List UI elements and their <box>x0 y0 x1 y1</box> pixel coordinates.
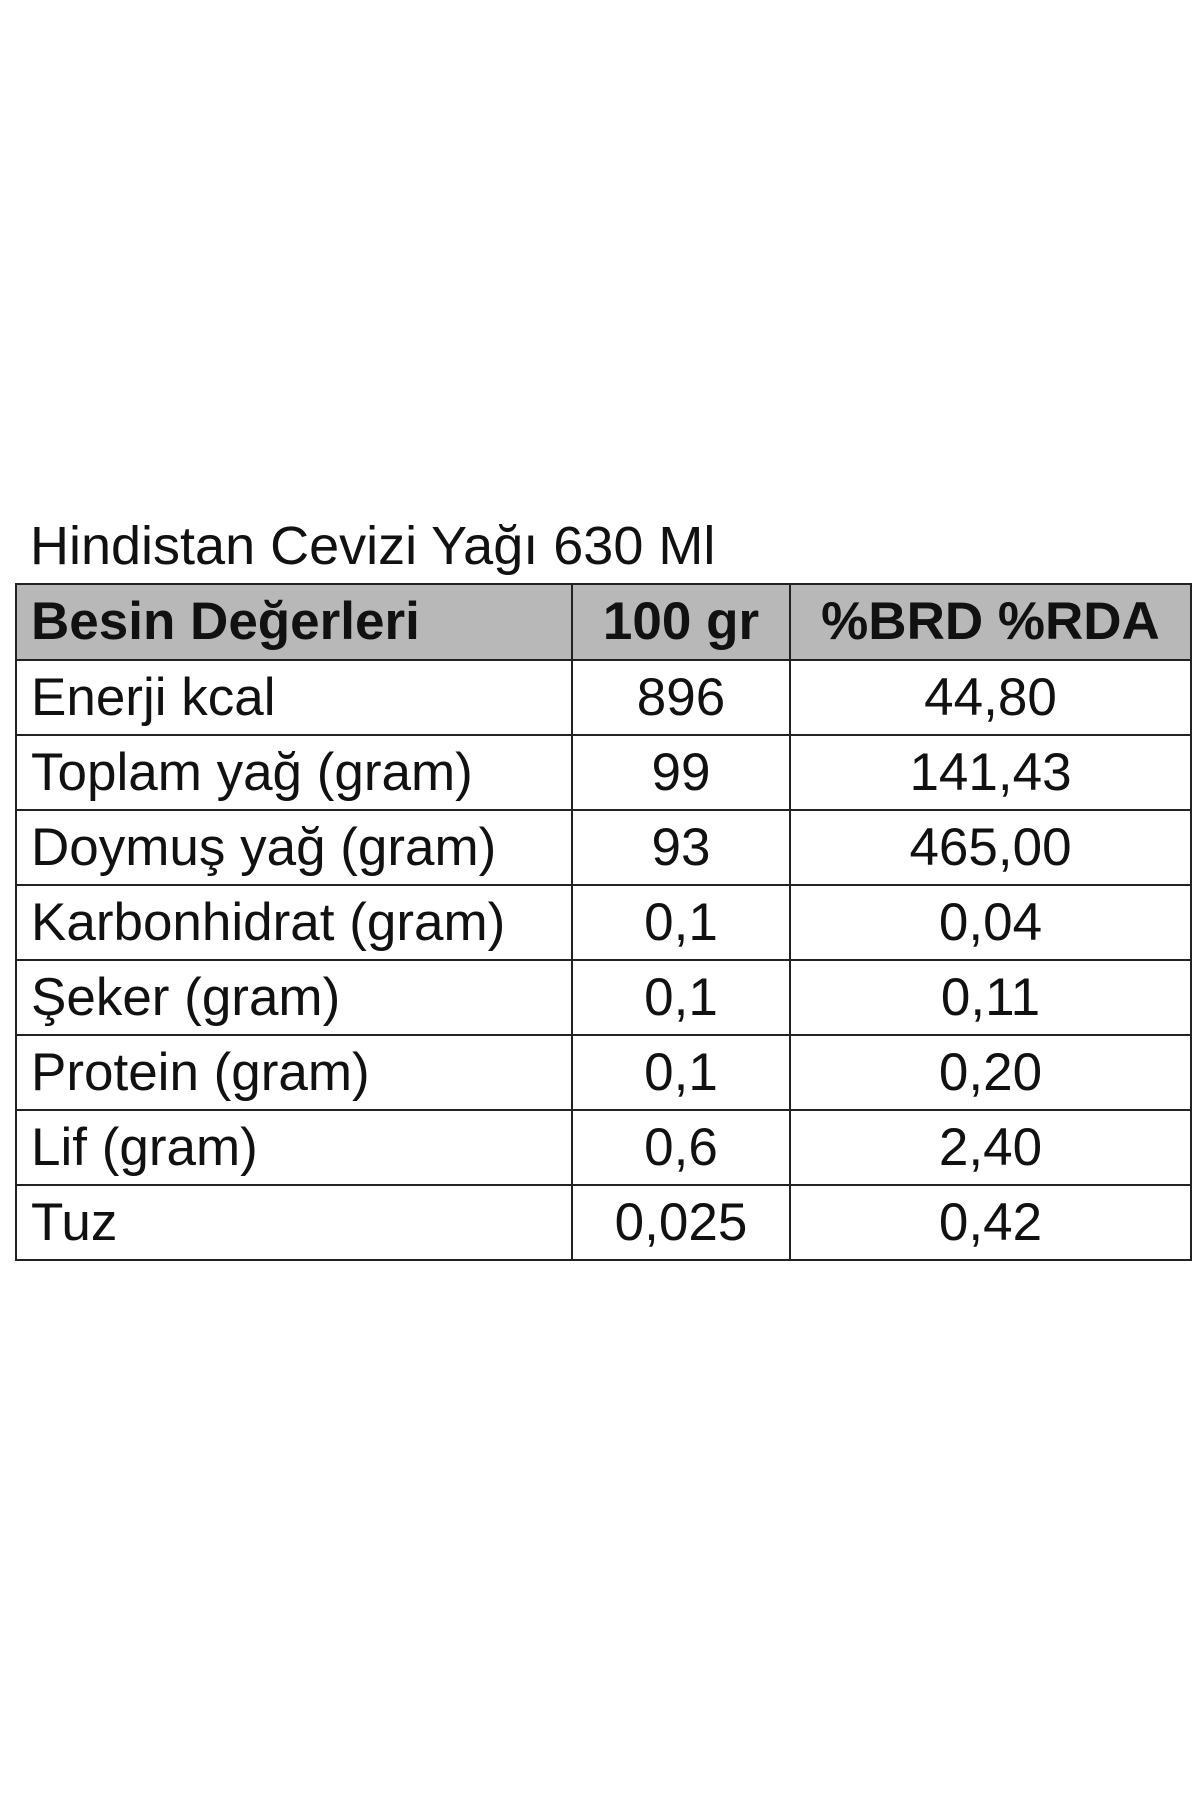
nutrient-rda: 0,42 <box>790 1185 1191 1260</box>
nutrient-per-100g: 896 <box>572 660 790 735</box>
nutrient-name: Lif (gram) <box>16 1110 572 1185</box>
nutrient-name: Doymuş yağ (gram) <box>16 810 572 885</box>
nutrient-per-100g: 0,6 <box>572 1110 790 1185</box>
table-row <box>16 885 1191 960</box>
header-rda: %BRD %RDA <box>790 584 1191 660</box>
nutrient-per-100g: 93 <box>572 810 790 885</box>
nutrient-rda: 465,00 <box>790 810 1191 885</box>
nutrient-name: Toplam yağ (gram) <box>16 735 572 810</box>
table-row <box>16 660 1191 735</box>
nutrient-rda: 0,04 <box>790 885 1191 960</box>
table-row <box>16 1185 1191 1260</box>
table-row <box>16 1110 1191 1185</box>
table-row <box>16 810 1191 885</box>
nutrient-per-100g: 99 <box>572 735 790 810</box>
nutrient-per-100g: 0,025 <box>572 1185 790 1260</box>
nutrient-per-100g: 0,1 <box>572 960 790 1035</box>
nutrient-rda: 141,43 <box>790 735 1191 810</box>
header-nutrient: Besin Değerleri <box>16 584 572 660</box>
nutrient-name: Protein (gram) <box>16 1035 572 1110</box>
nutrient-name: Karbonhidrat (gram) <box>16 885 572 960</box>
product-title: Hindistan Cevizi Yağı 630 Ml <box>30 516 716 576</box>
header-per-100g: 100 gr <box>572 584 790 660</box>
nutrient-name: Şeker (gram) <box>16 960 572 1035</box>
nutrient-rda: 44,80 <box>790 660 1191 735</box>
nutrient-rda: 2,40 <box>790 1110 1191 1185</box>
table-row <box>16 960 1191 1035</box>
nutrient-per-100g: 0,1 <box>572 1035 790 1110</box>
nutrient-name: Tuz <box>16 1185 572 1260</box>
nutrition-table <box>15 583 1192 1261</box>
table-header-row <box>16 584 1191 660</box>
nutrient-rda: 0,11 <box>790 960 1191 1035</box>
table-row <box>16 735 1191 810</box>
nutrient-rda: 0,20 <box>790 1035 1191 1110</box>
nutrient-per-100g: 0,1 <box>572 885 790 960</box>
table-row <box>16 1035 1191 1110</box>
nutrient-name: Enerji kcal <box>16 660 572 735</box>
